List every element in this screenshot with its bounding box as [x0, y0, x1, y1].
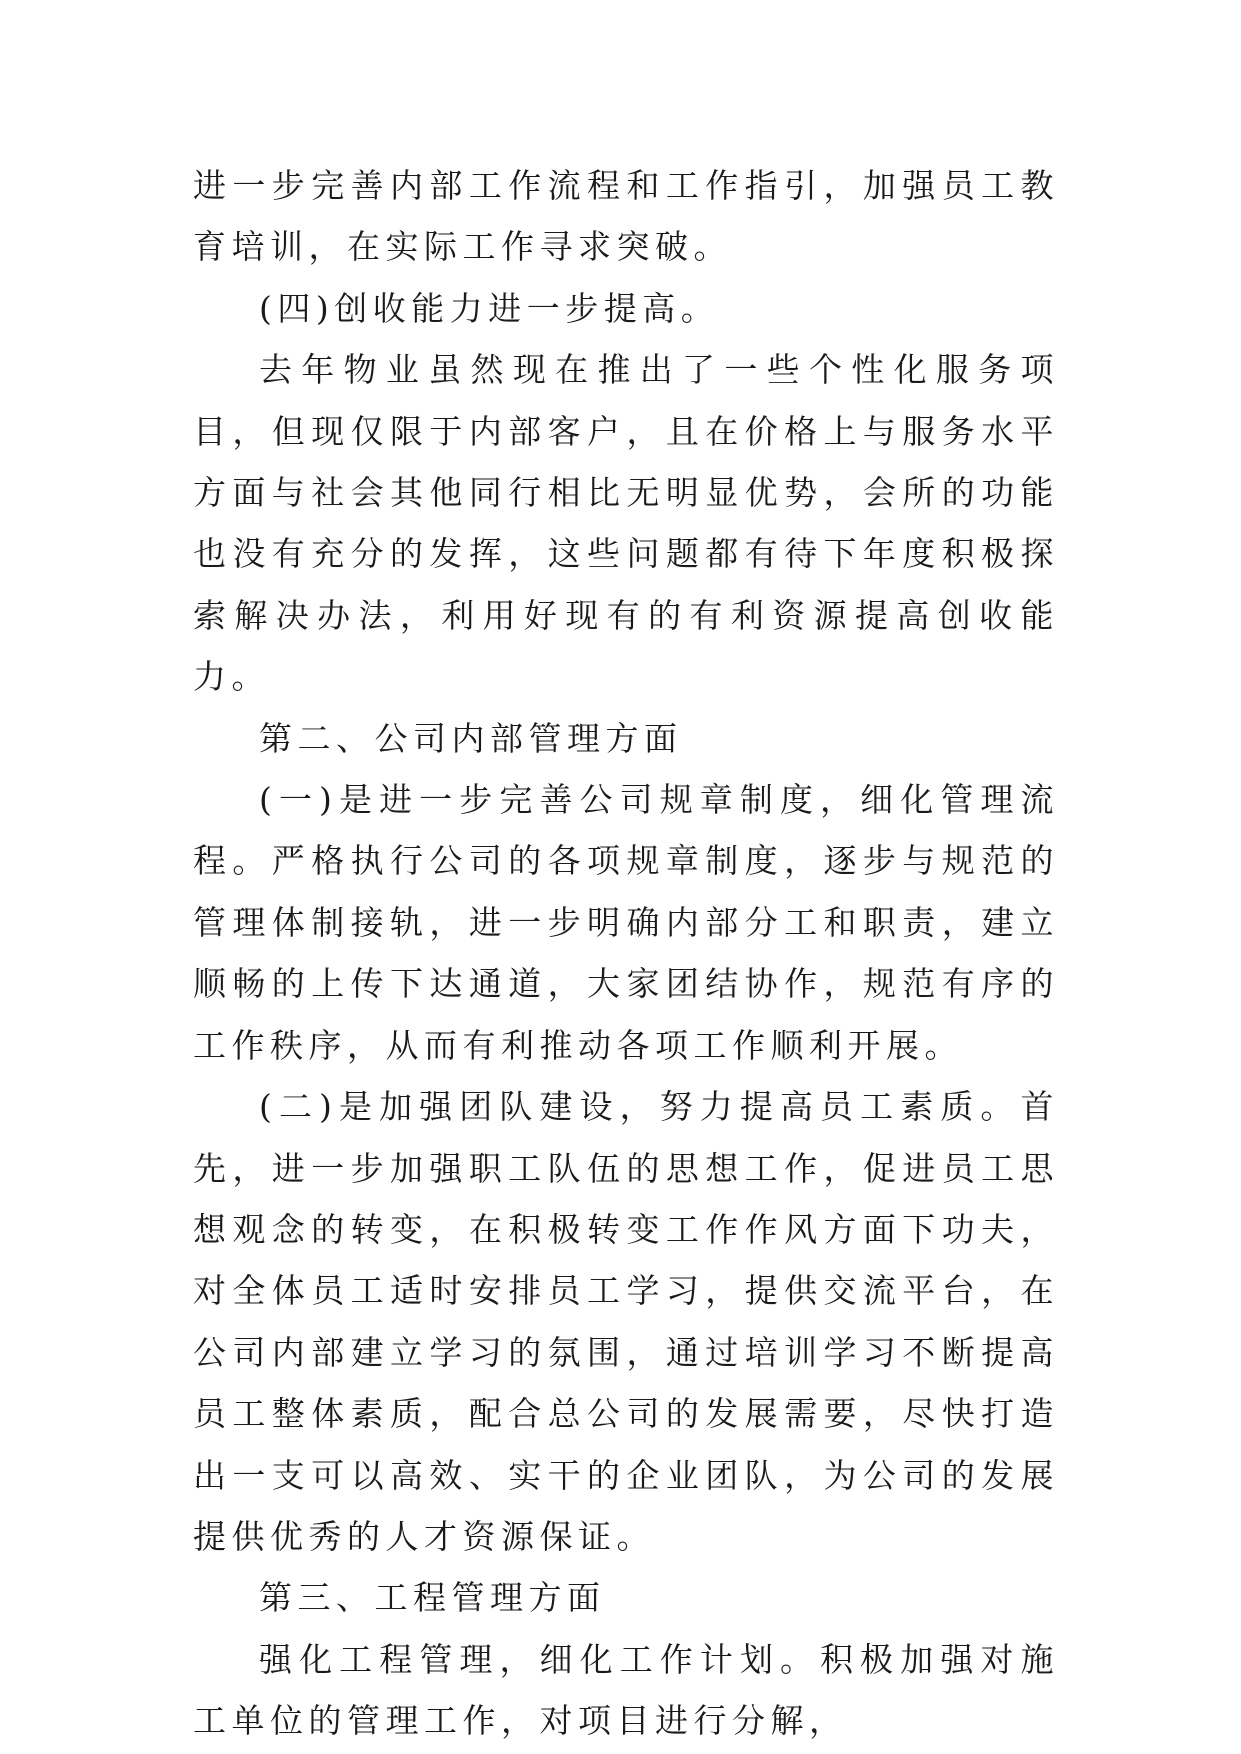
document-body: [193, 155, 1059, 1752]
paragraph-continuation: 进一步完善内部工作流程和工作指引，加强员工教育培训，在实际工作寻求突破。: [193, 166, 1059, 267]
paragraph-engineering: 强化工程管理，细化工作计划。积极加强对施工单位的管理工作，对项目进行分解，: [193, 1639, 1059, 1741]
paragraph-income-analysis: 去年物业虽然现在推出了一些个性化服务项目，但现仅限于内部客户，且在价格上与服务水平方面与社会其他同行相比无明显优势，会所的功能也没有充分的发挥，这些问题都有待下年度积极探索解决办法，利用好现有的有利资源提高创收能力。: [193, 350, 1059, 697]
paragraph-regulations: (一)是进一步完善公司规章制度，细化管理流程。严格执行公司的各项规章制度，逐步与规范的管理体制接轨，进一步明确内部分工和职责，建立顺畅的上传下达通道，大家团结协作，规范有序的工作秩序，从而有利推动各项工作顺利开展。: [193, 780, 1059, 1065]
heading-creating-income: (四)创收能力进一步提高。: [259, 288, 720, 328]
paragraph-team-building: (二)是加强团队建设，努力提高员工素质。首先，进一步加强职工队伍的思想工作，促进员工思想观念的转变，在积极转变工作作风方面下功夫，对全体员工适时安排员工学习，提供交流平台，在公司内部建立学习的氛围，通过培训学习不断提高员工整体素质，配合总公司的发展需要，尽快打造出一支可以高效、实干的企业团队，为公司的发展提供优秀的人才资源保证。: [193, 1087, 1059, 1556]
heading-internal-management: 第二、公司内部管理方面: [259, 718, 683, 758]
heading-engineering-management: 第三、工程管理方面: [259, 1578, 606, 1618]
